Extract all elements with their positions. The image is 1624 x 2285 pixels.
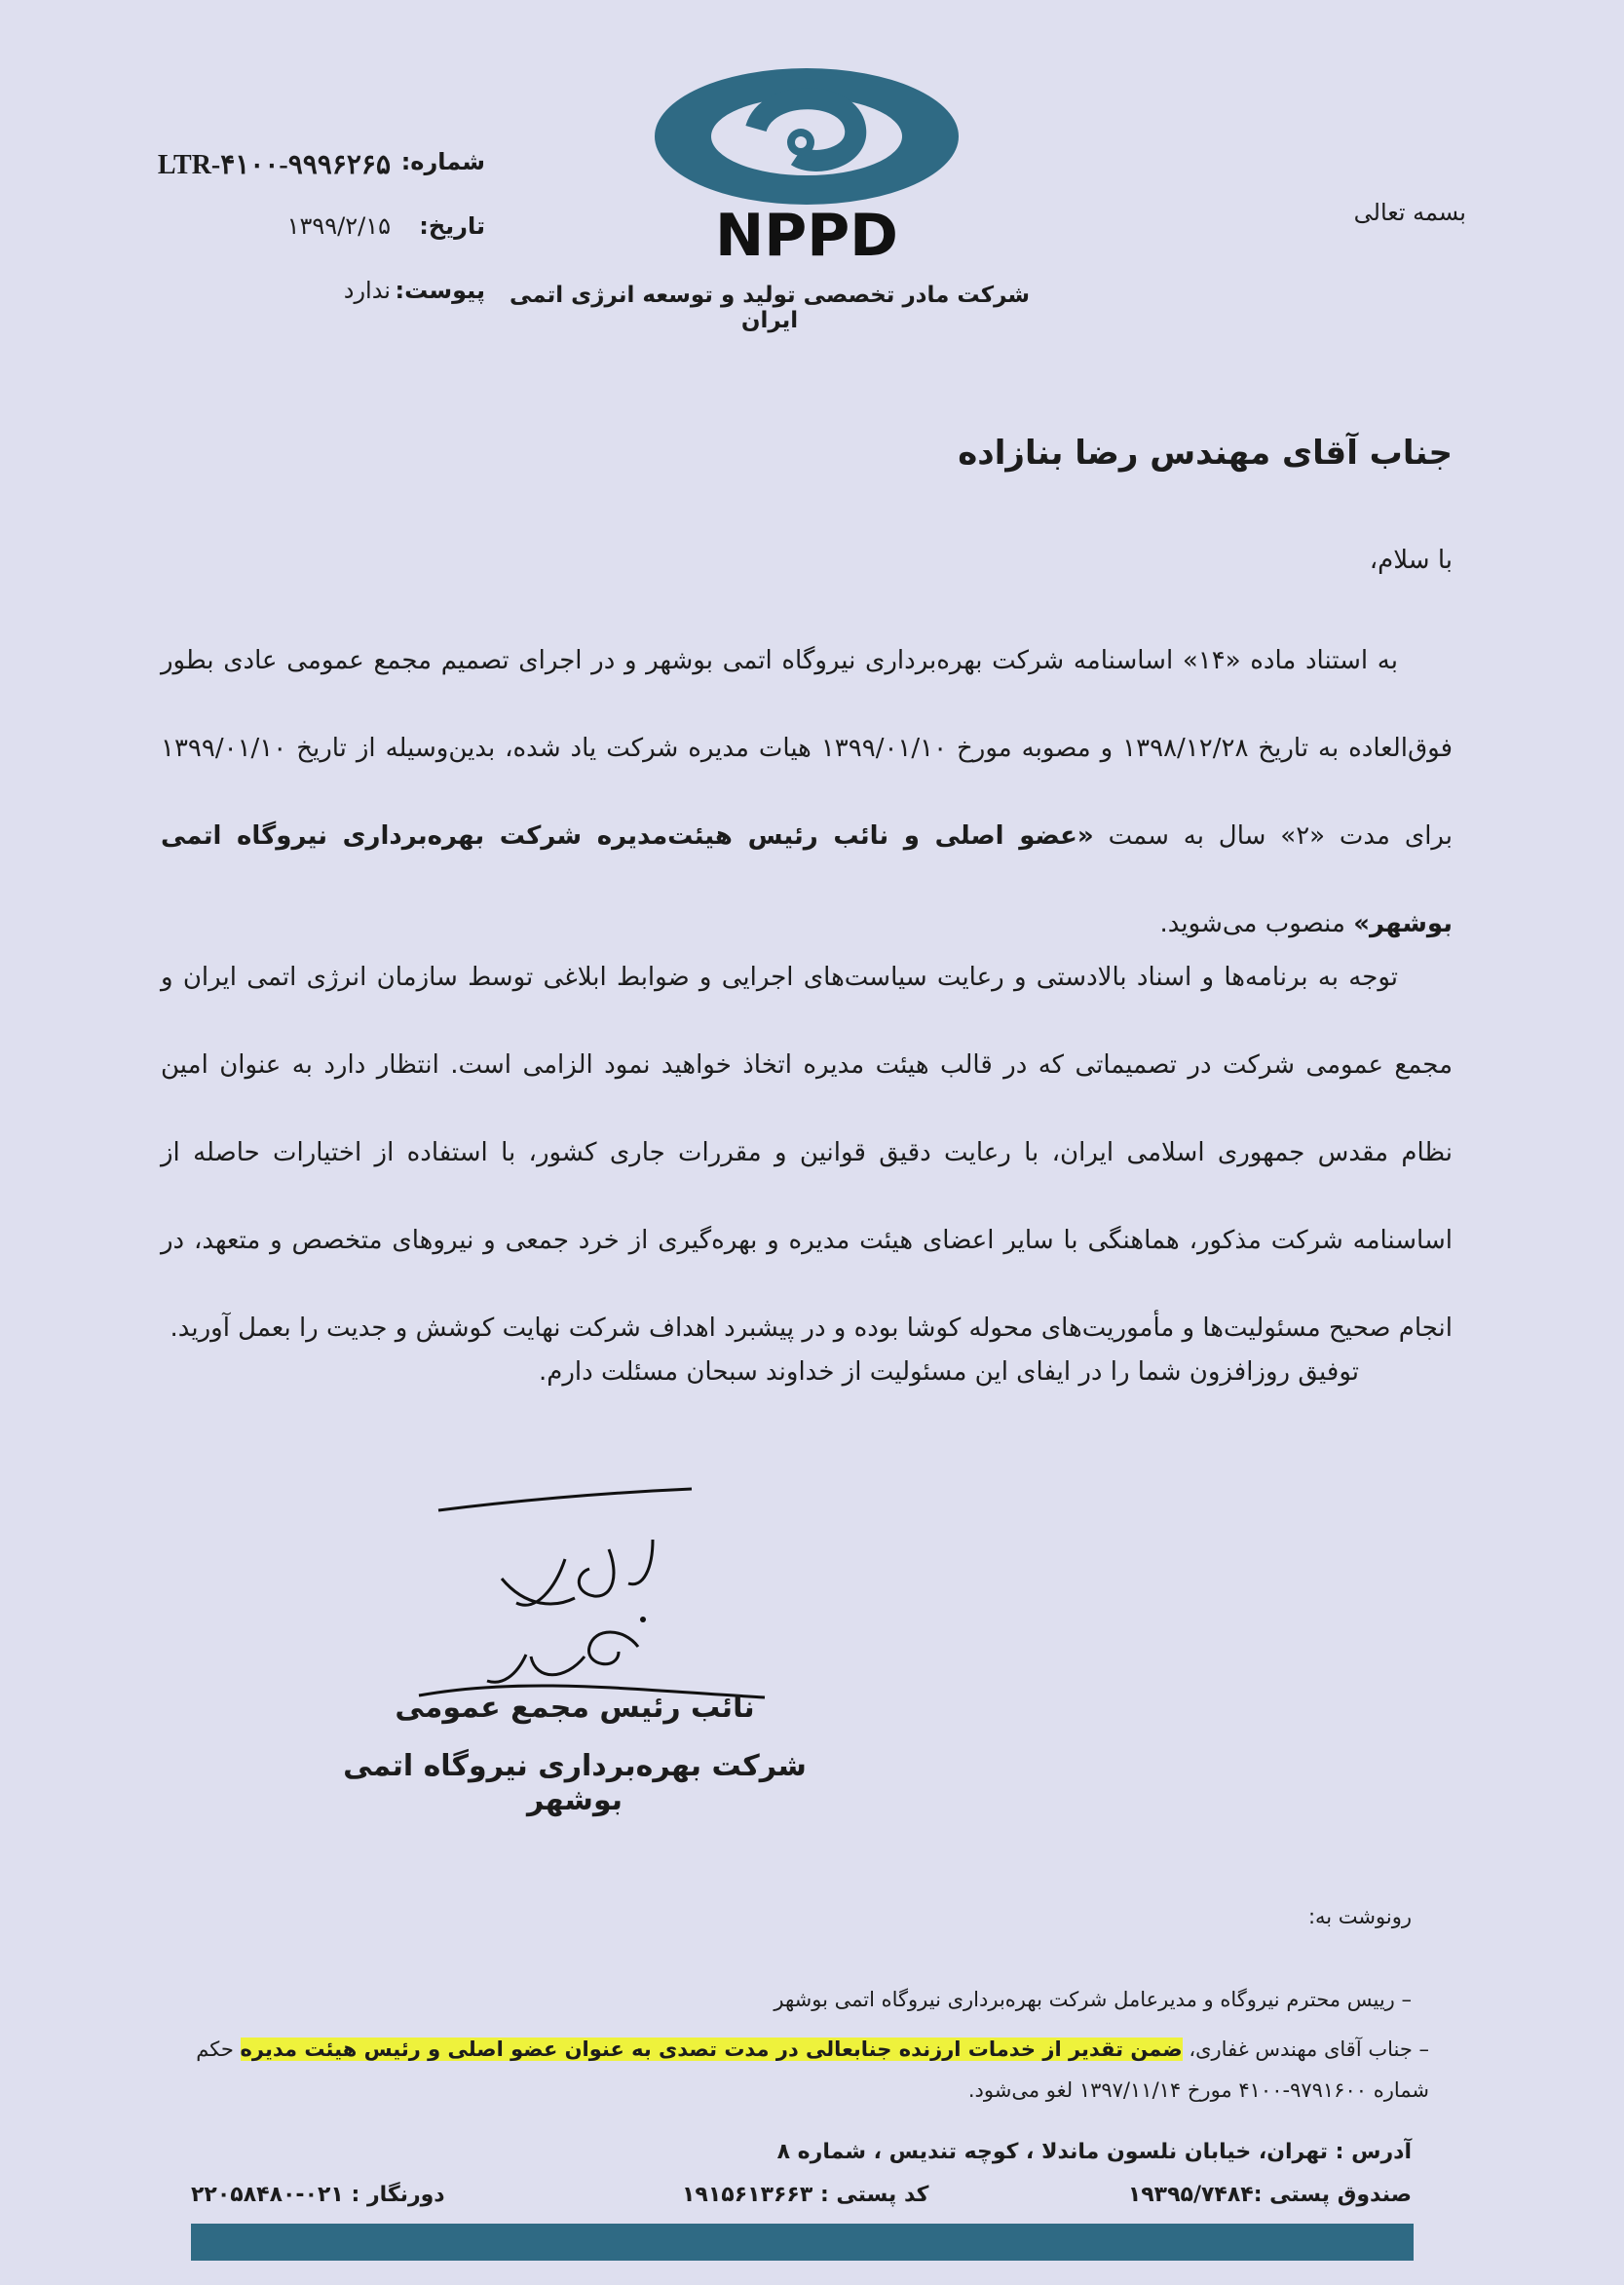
- p2-text: توجه به برنامه‌ها و اسناد بالادستی و رعایت سیاست‌های اجرایی و ضوابط ابلاغی توسط سازمان انرژی اتمی ایران و مجمع عمومی شرکت در تصمیماتی که در قالب هیئت مدیره اتخاذ خواهید نمود الزامی است. انتظار دارد به عنوان امین نظام مقدس جمهوری اسلامی ایران، با رعایت دقیق قوانین و مقررات جاری کشور، با استفاده از اختیارات حاصله از اساسنامه شرکت مذکور، هماهنگی با سایر اعضای هیئت مدیره و بهره‌گیری از خرد جمعی و نیروهای متخصص و متعهد، در انجام صحیح مسئولیت‌ها و مأموریت‌های محوله کوشا بوده و در پیشبرد اهداف شرکت نهایت کوشش و جدیت را بعمل آورید.: [161, 963, 1453, 1343]
- footer-pobox: صندوق پستی :۱۹۳۹۵/۷۴۸۴: [1127, 2183, 1412, 2207]
- greeting: با سلام،: [1369, 546, 1453, 575]
- attachment-row: [0, 277, 1624, 316]
- cc-item: – رییس محترم نیروگاه و مدیرعامل شرکت بهره‌برداری نیروگاه اتمی بوشهر: [774, 1988, 1412, 2011]
- cc-item: [143, 2029, 1429, 2111]
- cc2-text-b: حکم شماره ۹۷۹۱۶۰۰-۴۱۰۰ مورخ ۱۳۹۷/۱۱/۱۴ لغو می‌شود.: [196, 2037, 1429, 2102]
- p1-text-a: به استناد ماده «۱۴» اساسنامه شرکت بهره‌برداری نیروگاه اتمی بوشهر و در اجرای تصمیم مجمع عمومی عادی بطور فوق‌العاده به تاریخ ۱۳۹۸/۱۲/۲۸ و مصوبه مورخ ۱۳۹۹/۰۱/۱۰ هیات مدیره شرکت یاد شده، بدین‌وسیله از تاریخ ۱۳۹۹/۰۱/۱۰ برای مدت «۲» سال به سمت: [161, 646, 1453, 851]
- basmala: بسمه تعالی: [1353, 199, 1466, 226]
- letter-number-row: [0, 148, 1624, 187]
- company-name: شرکت مادر تخصصی تولید و توسعه انرژی اتمی ایران: [509, 283, 1031, 333]
- number-label: شماره:: [400, 148, 485, 175]
- signatory-title: نائب رئیس مجمع عمومی: [395, 1691, 755, 1725]
- paragraph-responsibilities: [161, 933, 1453, 1372]
- highlighted-text: ضمن تقدیر از خدمات ارزنده جنابعالی در مدت تصدی به عنوان عضو اصلی و رئیس هیئت مدیره: [240, 2037, 1183, 2061]
- footer-postal-code: کد پستی : ۱۹۱۵۶۱۳۶۶۳: [682, 2183, 929, 2207]
- footer-fax: دورنگار : ۰۲۱-۲۲۰۵۸۴۸۰: [191, 2183, 445, 2207]
- footer-bar: [191, 2224, 1414, 2261]
- cc2-text-a: – جناب آقای مهندس غفاری،: [1182, 2037, 1429, 2061]
- p1-position-title: «عضو اصلی و نائب رئیس هیئت‌مدیره شرکت بهره‌برداری نیروگاه اتمی بوشهر»: [161, 821, 1453, 938]
- signatory-company: شرکت بهره‌برداری نیروگاه اتمی بوشهر: [343, 1749, 807, 1817]
- date-label: تاریخ:: [419, 212, 485, 240]
- paragraph-closing: [161, 1328, 1414, 1416]
- cc-label: رونوشت به:: [1307, 1905, 1412, 1928]
- attachment-label: پیوست:: [395, 277, 485, 304]
- footer-address: آدرس : تهران، خیابان نلسون ماندلا ، کوچه تندیس ، شماره ۸: [776, 2140, 1412, 2164]
- paragraph-appointment: [161, 617, 1453, 968]
- attachment-value: ندارد: [343, 277, 391, 304]
- p1-text-b: منصوب می‌شوید.: [1159, 909, 1354, 938]
- recipient: جناب آقای مهندس رضا بنازاده: [958, 434, 1453, 473]
- letter-date-row: [0, 212, 1624, 251]
- p3-text: توفیق روزافزون شما را در ایفای این مسئولیت از خداوند سبحان مسئلت دارم.: [538, 1357, 1359, 1387]
- date-value: ۱۳۹۹/۲/۱۵: [286, 212, 391, 240]
- number-value: LTR-۴۱۰۰-۹۹۹۶۲۶۵: [157, 150, 391, 180]
- logo-text: NPPD: [715, 202, 898, 265]
